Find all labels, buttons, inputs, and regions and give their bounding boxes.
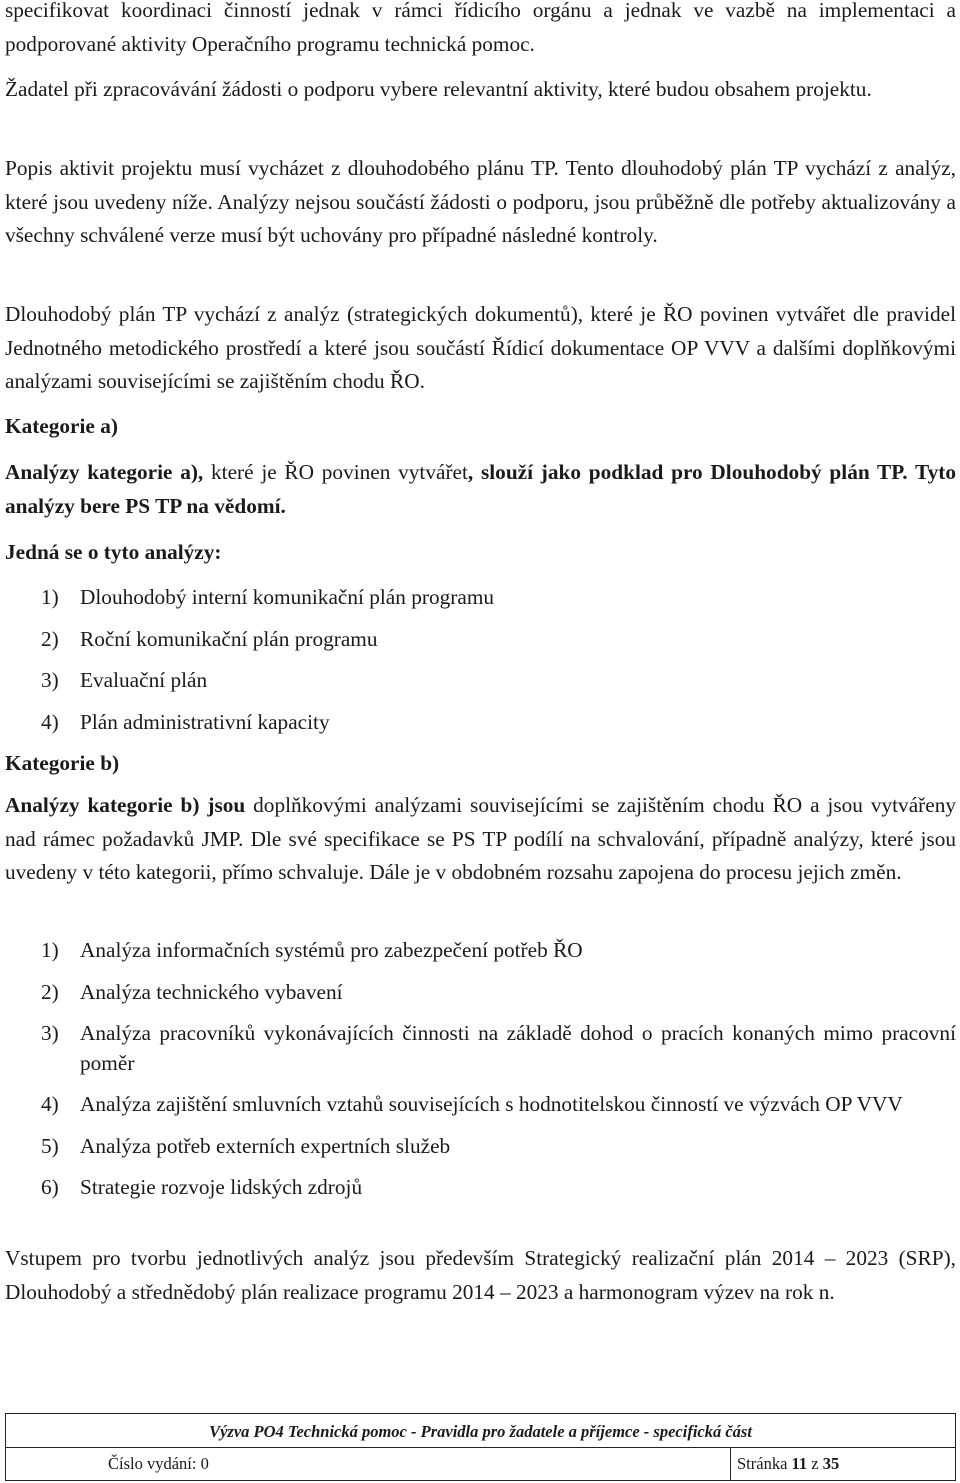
list-item-number: 6) bbox=[41, 1175, 59, 1199]
category-a-list-heading: Jedná se o tyto analýzy: bbox=[5, 540, 222, 564]
category-b-intro-bold: Analýzy kategorie b) jsou bbox=[5, 793, 246, 817]
footer-title: Výzva PO4 Technická pomoc - Pravidla pro žadatele a příjemce - specifická část bbox=[6, 1414, 955, 1448]
list-item-text: Dlouhodobý interní komunikační plán programu bbox=[80, 585, 495, 609]
page-footer bbox=[5, 1413, 956, 1481]
list-item-number: 1) bbox=[41, 585, 59, 609]
list-item-number: 3) bbox=[41, 1021, 59, 1045]
category-b-intro-text: doplňkovými analýzami souvisejícími se zajištěním chodu ŘO a jsou vytvářeny nad rámec požadavků JMP. Dle své specifikace se PS TP podílí na schvalování, případně analýzy, které jsou uvedeny v této kategorii, přímo schvaluje. Dále je v obdobném rozsahu zapojena do procesu jejich změn. bbox=[5, 793, 956, 884]
paragraph: Popis aktivit projektu musí vycházet z dlouhodobého plánu TP. Tento dlouhodobý plán TP vychází z analýz, které jsou uvedeny níže. Analýzy nejsou součástí žádosti o podporu, jsou průběžně dle potřeby aktualizovány a všechny schválené verze musí být uchovány pro případné následné kontroly. bbox=[5, 156, 956, 247]
list-item-text: Analýza technického vybavení bbox=[80, 979, 343, 1004]
list-item bbox=[5, 625, 956, 655]
paragraph: Žadatel při zpracovávání žádosti o podporu vybere relevantní aktivity, které budou obsahem projektu. bbox=[5, 77, 872, 101]
list-item bbox=[5, 1019, 956, 1078]
page-prefix: Stránka bbox=[737, 1454, 792, 1473]
list-item-number: 2) bbox=[41, 626, 59, 651]
list-item-number: 4) bbox=[41, 709, 59, 734]
category-a-intro-bold-2: , slouží jako podklad pro Dlouhodobý plán TP. Tyto analýzy bere PS TP na vědomí. bbox=[5, 460, 956, 518]
list-item-number: 3) bbox=[41, 668, 59, 692]
list-item bbox=[5, 1090, 956, 1120]
issue-number: Číslo vydání: 0 bbox=[6, 1448, 731, 1480]
footer-info-row bbox=[6, 1448, 955, 1480]
category-a-intro bbox=[5, 456, 956, 523]
category-a-list bbox=[5, 583, 956, 737]
list-item-text: Analýza pracovníků vykonávajících činnosti na základě dohod o pracích konaných mimo pracovní poměr bbox=[80, 1021, 956, 1075]
list-item-text: Analýza potřeb externích expertních služeb bbox=[80, 1133, 451, 1158]
list-item-text: Analýza informačních systémů pro zabezpečení potřeb ŘO bbox=[80, 938, 583, 962]
list-item-text: Analýza zajištění smluvních vztahů souvisejících s hodnotitelskou činností ve výzvách OP VVV bbox=[80, 1092, 903, 1116]
category-b-list bbox=[5, 936, 956, 1203]
paragraph: Dlouhodobý plán TP vychází z analýz (strategických dokumentů), které je ŘO povinen vytvářet dle pravidel Jednotného metodického prostředí a které jsou součástí Řídicí dokumentace OP VVV a dalšími doplňkovými analýzami souvisejícími se zajištěním chodu ŘO. bbox=[5, 302, 956, 393]
paragraph: specifikovat koordinaci činností jednak v rámci řídicího orgánu a jednak ve vazbě na implementaci a podporované aktivity Operačního programu technická pomoc. bbox=[5, 0, 956, 56]
list-item-text: Evaluační plán bbox=[80, 668, 208, 692]
page-current: 11 bbox=[791, 1454, 808, 1473]
list-item-number: 1) bbox=[41, 938, 59, 962]
category-b-intro bbox=[5, 789, 956, 890]
list-item bbox=[5, 978, 956, 1008]
list-item-number: 4) bbox=[41, 1092, 59, 1116]
closing-paragraph: Vstupem pro tvorbu jednotlivých analýz jsou především Strategický realizační plán 2014 – 2023 (SRP), Dlouhodobý a střednědobý plán realizace programu 2014 – 2023 a harmonogram výzev na rok n. bbox=[5, 1246, 956, 1304]
list-item bbox=[5, 936, 956, 966]
category-b-heading: Kategorie b) bbox=[5, 751, 120, 775]
category-a-intro-bold: Analýzy kategorie a), bbox=[5, 460, 204, 484]
page-total: 35 bbox=[822, 1454, 840, 1473]
list-item bbox=[5, 1132, 956, 1162]
list-item bbox=[5, 666, 956, 696]
list-item-text: Strategie rozvoje lidských zdrojů bbox=[80, 1175, 363, 1199]
page-mid: z bbox=[807, 1454, 823, 1473]
list-item-text: Plán administrativní kapacity bbox=[80, 709, 330, 734]
page-number bbox=[731, 1448, 955, 1480]
category-a-intro-text: které je ŘO povinen vytvářet bbox=[203, 460, 468, 484]
list-item bbox=[5, 708, 956, 738]
list-item-text: Roční komunikační plán programu bbox=[80, 626, 378, 651]
category-a-heading: Kategorie a) bbox=[5, 414, 118, 438]
list-item bbox=[5, 1173, 956, 1203]
list-item-number: 5) bbox=[41, 1133, 59, 1158]
list-item-number: 2) bbox=[41, 979, 59, 1004]
list-item bbox=[5, 583, 956, 613]
